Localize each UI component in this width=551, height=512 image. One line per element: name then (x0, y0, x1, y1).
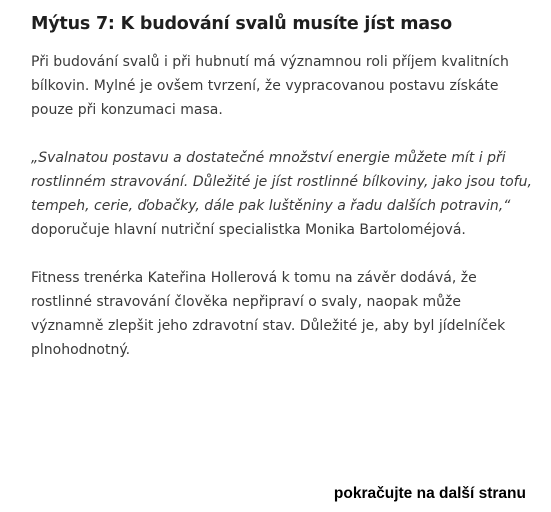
quote-paragraph (31, 146, 536, 242)
quote-text: „Svalnatou postavu a dostatečné množství energie můžete mít i při rostlinném stravování. Důležité je jíst rostlinné bílkoviny, jako jsou tofu, tempeh, cerie, ďobačky, dále pak luštěniny a řadu dalších potravin,“ (31, 150, 532, 214)
section-heading: Mýtus 7: K budování svalů musíte jíst maso (31, 14, 452, 34)
next-page-link[interactable]: pokračujte na další stranu (333, 485, 526, 502)
closing-paragraph: Fitness trenérka Kateřina Hollerová k tomu na závěr dodává, že rostlinné stravování člověka nepřipraví o svaly, naopak může významně zlepšit jeho zdravotní stav. Důležité je, aby byl jídelníček plnohodnotný. (31, 270, 506, 358)
article-section (31, 10, 536, 362)
quote-attribution: doporučuje hlavní nutriční specialistka Monika Bartoloméjová. (31, 222, 466, 238)
intro-paragraph: Při budování svalů i při hubnutí má významnou roli příjem kvalitních bílkovin. Mylné je ovšem tvrzení, že vypracovanou postavu získáte pouze při konzumaci masa. (31, 54, 509, 118)
